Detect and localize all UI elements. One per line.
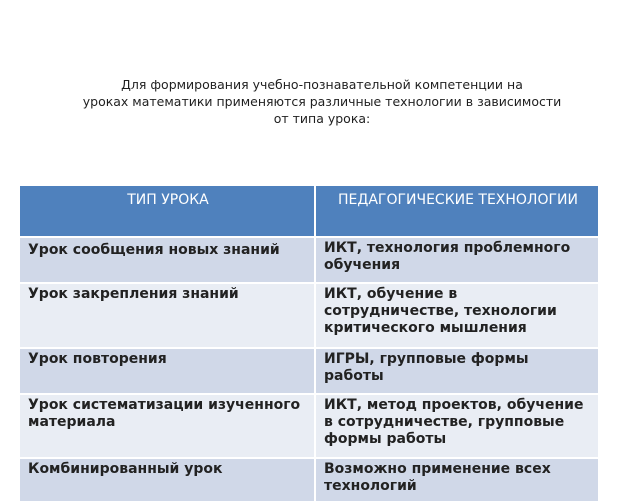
technology-cell: ИКТ, обучение в сотрудничестве, технологии критического мышления <box>316 284 600 349</box>
lesson-type-cell: Комбинированный урок <box>20 459 316 503</box>
heading-line-2: уроках математики применяются различные технологии в зависимости <box>82 94 562 109</box>
technology-cell: ИКТ, метод проектов, обучение в сотрудничестве, групповые формы работы <box>316 395 600 459</box>
technology-cell: ИГРЫ, групповые формы работы <box>316 349 600 395</box>
table-header-row <box>20 186 600 238</box>
table-row <box>20 238 600 284</box>
lesson-type-cell: Урок закрепления знаний <box>20 284 316 349</box>
table-row <box>20 395 600 459</box>
column-header-technologies: ПЕДАГОГИЧЕСКИЕ ТЕХНОЛОГИИ <box>316 186 600 238</box>
technology-cell: ИКТ, технология проблемного обучения <box>316 238 600 284</box>
lesson-type-cell: Урок сообщения новых знаний <box>20 238 316 284</box>
heading-line-3: от типа урока: <box>273 111 371 126</box>
column-header-lesson-type: ТИП УРОКА <box>20 186 316 238</box>
table-row <box>20 284 600 349</box>
technology-cell: Возможно применение всех технологий <box>316 459 600 503</box>
table-row <box>20 349 600 395</box>
lesson-type-cell: Урок повторения <box>20 349 316 395</box>
heading-line-1: Для формирования учебно-познавательной компетенции на <box>121 77 523 92</box>
lesson-type-cell: Урок систематизации изученного материала <box>20 395 316 459</box>
table-row <box>20 459 600 503</box>
lesson-technology-table <box>20 186 600 503</box>
slide-heading <box>22 76 622 127</box>
